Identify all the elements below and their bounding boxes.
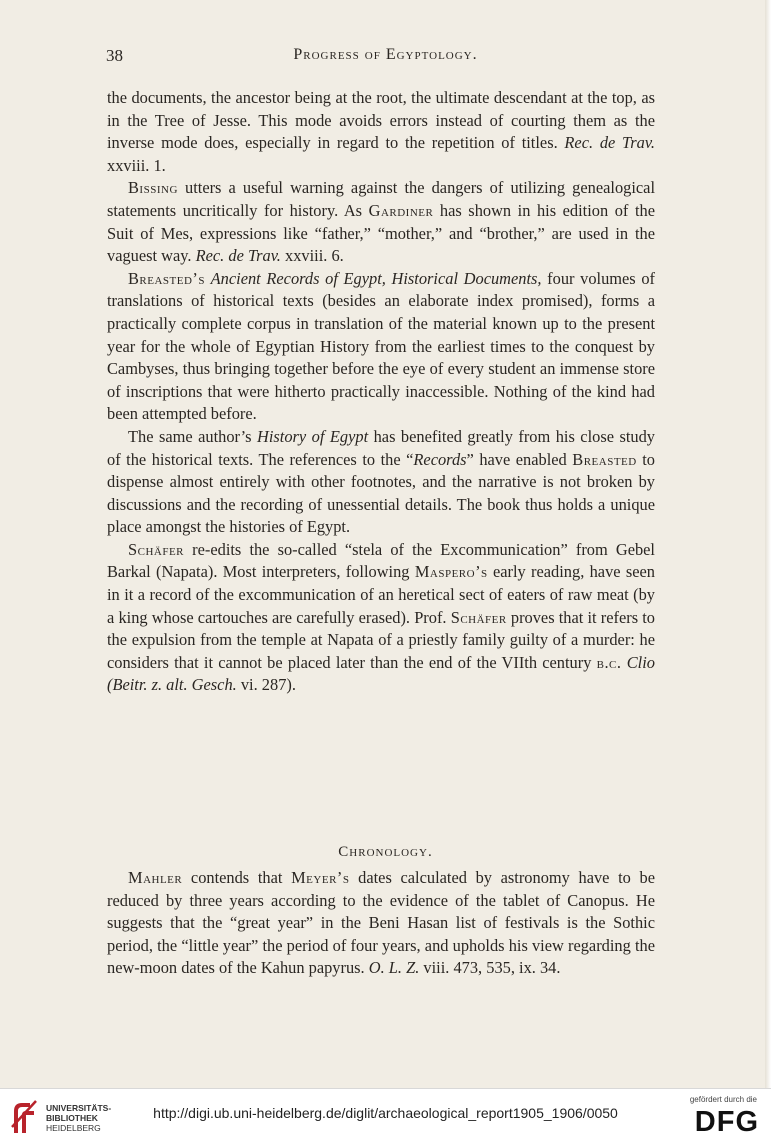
paragraph-chronology: Mahler contends that Meyer’s dates calculated by astronomy have to be reduced by three years according to the evidence of the tablet of Canopus. He suggests that the “great year” in the Beni Hasan list of festivals is the Sothic period, the “little year” the period of four years, and upholds his view regarding the new-moon dates of the Kahun papyrus. O. L. Z. viii. 473, 535, ix. 34. xyxy=(107,868,655,978)
dfg-logo[interactable]: DFG xyxy=(694,1106,759,1138)
body-text xyxy=(107,87,655,697)
paragraph-3: Breasted’s Ancient Records of Egypt, Historical Documents, four volumes of translations of historical texts (besides an elaborate index promised), forms a practically complete corpus in translation of the material known up to the present year for the whole of Egyptian History from the earliest times to the conquest by Cambyses, thus bringing together before the eye of every student an immense store of inscriptions that were hitherto practically inaccessible. Nothing of the kind had been attempted before. xyxy=(107,268,655,424)
running-title: Progress of Egyptology. xyxy=(293,46,478,63)
university-library-name[interactable]: UNIVERSITÄTS- BIBLIOTHEK HEIDELBERG xyxy=(46,1103,112,1133)
dfg-funding-label: gefördert durch die xyxy=(689,1095,757,1104)
paragraph-2: Bissing utters a useful warning against the dangers of utilizing genealogical statements uncritically for history. As Gardiner has shown in his edition of the Suit of Mes, expressions like “father,” “mother,” and “brother,” are used in the vaguest way. Rec. de Trav. xxviii. 6. xyxy=(107,178,656,266)
author-name: Gardiner xyxy=(368,200,434,220)
author-name: Schäfer xyxy=(450,607,507,627)
paragraph-1: the documents, the ancestor being at the root, the ultimate descendant at the top, as in the Tree of Jesse. This mode avoids errors instead of courting them as the inverse mode does, especially in regard to the repetition of titles. Rec. de Trav. xxviii. 1. xyxy=(107,88,655,175)
author-name: Mahler xyxy=(128,868,183,887)
viewer-footer xyxy=(0,1088,771,1145)
page-edge xyxy=(765,0,771,1088)
author-name: Breasted’s xyxy=(128,268,206,288)
page-number: 38 xyxy=(106,46,123,65)
author-name: Bissing xyxy=(128,178,178,198)
author-name: Maspero’s xyxy=(414,562,488,582)
author-name: Meyer’s xyxy=(291,868,350,887)
chronology-text xyxy=(107,867,655,980)
paragraph-4: The same author’s History of Egypt has benefited greatly from his close study of the historical texts. The references to the “Records” have enabled Breasted to dispense almost entirely with other footnotes, and the narrative is not broken by discussions and the recording of unessential details. The book thus holds a unique place amongst the histories of Egypt. xyxy=(107,426,655,537)
author-name: Breasted xyxy=(572,449,637,469)
permalink-url[interactable]: http://digi.ub.uni-heidelberg.de/diglit/archaeological_report1905_1906/0050 xyxy=(153,1105,618,1121)
section-heading-chronology: Chronology. xyxy=(338,844,433,860)
paragraph-5: Schäfer re-edits the so-called “stela of the Excommunication” from Gebel Barkal (Napata). Most interpreters, following Maspero’s early reading, have seen in it a record of the excommunication of an heretical sect of eaters of raw meat (by a king whose cartouches are carefully erased). Prof. Schäfer proves that it refers to the expulsion from the temple at Napata of a priestly family guilty of a murder: he considers that it cannot be placed later than the end of the VIIth century b.c. Clio (Beitr. z. alt. Gesch. vi. 287). xyxy=(107,539,655,695)
author-name: Schäfer xyxy=(128,539,185,559)
